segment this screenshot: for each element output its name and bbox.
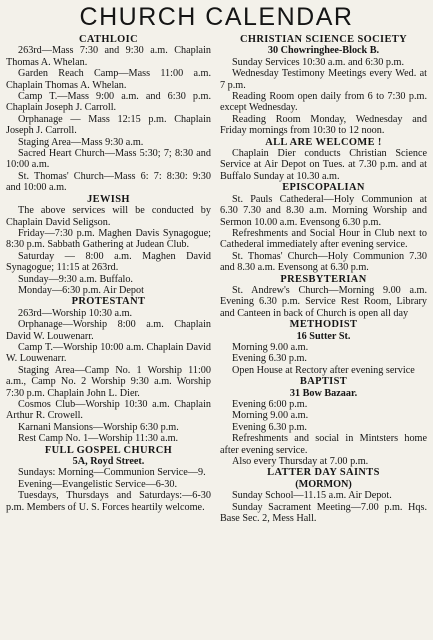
section-heading-latter-day-saints: LATTER DAY SAINTS <box>267 467 380 479</box>
service-entry: Evening 6.30 p.m. <box>232 421 307 433</box>
service-entry: Refreshments and social in Mintsters home after evening service. <box>220 433 427 456</box>
section-heading-methodist: METHODIST <box>289 319 358 331</box>
section-address: 5A, Royd Street. <box>72 456 145 468</box>
left-column <box>6 34 211 524</box>
service-entry: Sunday—9:30 a.m. Buffalo. <box>18 273 133 285</box>
service-entry: Sacred Heart Church—Mass 5:30; 7; 8:30 and 10:00 a.m. <box>6 148 211 171</box>
service-entry: Camp T.—Worship 10:00 a.m. Chaplain David W. Louwenarr. <box>6 341 211 365</box>
section-heading-protestant: PROTESTANT <box>71 296 146 308</box>
service-entry: Staging Area—Camp No. 1 Worship 11:00 a.m., Camp No. 2 Worship 9:30 a.m. Worship 7:30 p.m. Chaplain John L. Dier. <box>6 364 211 399</box>
service-entry: Morning 9.00 a.m. <box>232 341 309 353</box>
service-entry: Cosmos Club—Worship 10:30 a.m. Chaplain Arthur R. Crowell. <box>6 399 211 422</box>
section-heading-jewish: JEWISH <box>87 193 130 205</box>
service-entry: Tuesdays, Thursdays and Saturdays:—6-30 p.m. Members of U. S. Forces heartily welcome. <box>6 490 211 513</box>
service-entry: Open House at Rectory after evening service <box>232 364 415 376</box>
service-entry: Sundays: Morning—Communion Service—9. <box>18 467 206 479</box>
service-entry: Camp T.—Mass 9:00 a.m. and 6:30 p.m. Chaplain Joseph J. Carroll. <box>6 91 211 114</box>
columns <box>6 34 427 524</box>
section-heading-cathloic: CATHLOIC <box>78 34 138 45</box>
service-entry: The above services will be conducted by Chaplain David Seligson. <box>6 205 211 228</box>
section-address: 31 Bow Bazaar. <box>289 387 358 399</box>
service-entry: Evening 6:00 p.m. <box>232 399 308 410</box>
service-entry: 263rd—Mass 7:30 and 9:30 a.m. Chaplain Thomas A. Whelan. <box>6 45 211 68</box>
service-entry: Staging Area—Mass 9:30 a.m. <box>18 136 144 148</box>
service-entry: Also every Thursday at 7.00 p.m. <box>232 456 369 468</box>
section-address: 16 Sutter St. <box>296 330 351 342</box>
service-entry: Monday—6:30 p.m. Air Depot <box>18 284 144 296</box>
service-entry: Wednesday Testimony Meetings every Wed. at 7 p.m. <box>220 68 427 91</box>
service-entry: Sunday School—11.15 a.m. Air Depot. <box>232 490 392 502</box>
service-entry: Saturday — 8:00 a.m. Maghen David Synagogue; 11:15 at 263rd. <box>6 250 211 274</box>
service-entry: 263rd—Worship 10:30 a.m. <box>18 307 133 319</box>
section-heading-baptist: BAPTIST <box>299 376 348 388</box>
service-entry: Orphanage — Mass 12:15 p.m. Chaplain Joseph J. Carroll. <box>6 113 211 137</box>
service-entry: Reading Room Monday, Wednesday and Friday mornings from 10:30 to 12 noon. <box>220 113 427 137</box>
section-heading-full-gospel-church: FULL GOSPEL CHURCH <box>44 444 173 456</box>
service-entry: Friday—7:30 p.m. Maghen Davis Synagogue; 8:30 p.m. Sabbath Gathering at Judean Club. <box>6 227 211 251</box>
service-entry: St. Thomas' Church—Holy Communion 7.30 and 8.30 a.m. Evensong at 6.30 p.m. <box>220 250 427 274</box>
section-heading-presbyterian: PRESBYTERIAN <box>280 273 367 285</box>
service-entry: Garden Reach Camp—Mass 11:00 a.m. Chaplain Thomas A. Whelan. <box>6 68 211 91</box>
service-entry: Chaplain Dier conducts Christian Science Service at Air Depot on Tues. at 7.30 p.m. and at Buffalo Sunday at 10.30 a.m. <box>220 148 427 182</box>
service-entry: Rest Camp No. 1—Worship 11:30 a.m. <box>18 433 179 445</box>
section-heading-episcopalian: EPISCOPALIAN <box>282 182 365 194</box>
service-entry: Evening—Evangelistic Service—6-30. <box>18 478 177 490</box>
page-title: CHURCH CALENDAR <box>79 3 354 31</box>
section-address: 30 Chowringhee-Block B. <box>267 45 380 57</box>
service-entry: St. Andrew's Church—Morning 9.00 a.m. Evening 6.30 p.m. Service Rest Room, Library and Canteen in back of Church is open all day <box>220 284 427 319</box>
service-entry: Karnani Mansions—Worship 6:30 p.m. <box>18 421 179 433</box>
service-entry: St. Pauls Cathederal—Holy Communion at 6.30 7.30 and 8.30 a.m. Morning Worship and Sermon 10.00 a.m. Evensong 6.30 p.m. <box>220 193 427 228</box>
service-entry: Morning 9.00 a.m. <box>232 410 309 422</box>
service-entry: Sunday Services 10:30 a.m. and 6:30 p.m. <box>232 56 405 68</box>
section-heading-christian-science-society: CHRISTIAN SCIENCE SOCIETY <box>239 34 408 45</box>
right-column <box>220 34 427 524</box>
section-address: (MORMON) <box>295 478 352 490</box>
section-heading-all-are-welcome: ALL ARE WELCOME ! <box>265 136 382 148</box>
service-entry: Sunday Sacrament Meeting—7.00 p.m. Hqs. Base Sec. 2, Mess Hall. <box>220 501 427 525</box>
service-entry: St. Thomas' Church—Mass 6: 7: 8:30: 9:30 and 10:00 a.m. <box>6 170 211 194</box>
service-entry: Refreshments and Social Hour in Club next to Cathederal immediately after evening service. <box>220 227 427 251</box>
service-entry: Orphanage—Worship 8:00 a.m. Chaplain David W. Louwenarr. <box>6 319 211 342</box>
service-entry: Evening 6.30 p.m. <box>232 353 307 365</box>
service-entry: Reading Room open daily from 6 to 7:30 p.m. except Wednesday. <box>220 91 427 114</box>
